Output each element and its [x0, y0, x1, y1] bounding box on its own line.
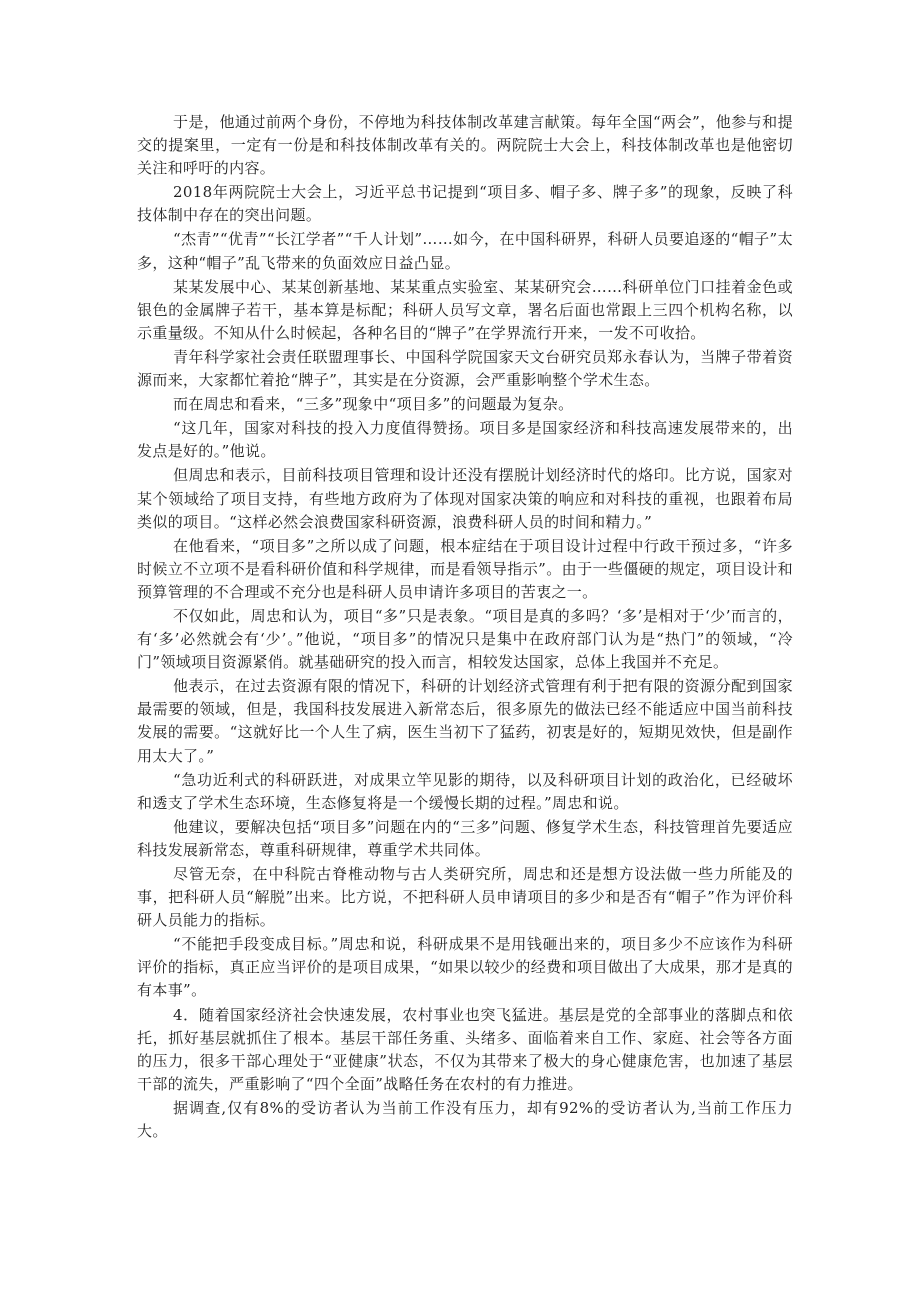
paragraph: “杰青”“优青”“长江学者”“千人计划”……如今，在中国科研界，科研人员要追逐的“帽子”太多，这种“帽子”乱飞带来的负面效应日益凸显。 [137, 230, 793, 272]
paragraph: 他表示，在过去资源有限的情况下，科研的计划经济式管理有利于把有限的资源分配到国家最需要的领域，但是，我国科技发展进入新常态后，很多原先的做法已经不能适应中国当前科技发展的需要。“这就好比一个人生了病，医生当初下了猛药，初衷是好的，短期见效快，但是副作用太大了。” [137, 677, 793, 765]
paragraph: “不能把手段变成目标。”周忠和说，科研成果不是用钱砸出来的，项目多少不应该作为科研评价的指标，真正应当评价的是项目成果，“如果以较少的经费和项目做出了大成果，那才是真的有本事”。 [137, 935, 793, 1000]
paragraph: 尽管无奈，在中科院古脊椎动物与古人类研究所，周忠和还是想方设法做一些力所能及的事，把科研人员“解脱”出来。比方说，不把科研人员申请项目的多少和是否有“帽子”作为评价科研人员能力的指标。 [137, 865, 793, 930]
paragraph: 他建议，要解决包括“项目多”问题在内的“三多”问题、修复学术生态，科技管理首先要适应科技发展新常态，尊重科研规律，尊重学术共同体。 [137, 817, 793, 859]
paragraph: “这几年，国家对科技的投入力度值得赞扬。项目多是国家经济和科技高速发展带来的，出发点是好的。”他说。 [137, 419, 793, 461]
paragraph: 4．随着国家经济社会快速发展，农村事业也突飞猛进。基层是党的全部事业的落脚点和依托，抓好基层就抓住了根本。基层干部任务重、头绪多、面临着来自工作、家庭、社会等各方面的压力，很多干部心理处于“亚健康”状态，不仅为其带来了极大的身心健康危害，也加速了基层干部的流失，严重影响了“四个全面”战略任务在农村的有力推进。 [137, 1005, 793, 1093]
paragraph: 不仅如此，周忠和认为，项目“多”只是表象。“项目是真的多吗？‘多’是相对于‘少’而言的，有‘多’必然就会有‘少’。”他说，“项目多”的情况只是集中在政府部门认为是“热门”的领域，“冷门”领域项目资源紧俏。就基础研究的投入而言，相较发达国家，总体上我国并不充足。 [137, 606, 793, 672]
paragraph: 在他看来，“项目多”之所以成了问题，根本症结在于项目设计过程中行政干预过多，“许多时候立不立项不是看科研价值和科学规律，而是看领导指示”。由于一些僵硬的规定，项目设计和预算管理的不合理或不充分也是科研人员申请许多项目的苦衷之一。 [137, 536, 793, 601]
paragraph: 于是，他通过前两个身份，不停地为科技体制改革建言献策。每年全国“两会”，他参与和提交的提案里，一定有一份是和科技体制改革有关的。两院院士大会上，科技体制改革也是他密切关注和呼吁的内容。 [137, 113, 793, 178]
paragraph: 某某发展中心、某某创新基地、某某重点实验室、某某研究会……科研单位门口挂着金色或银色的金属牌子若干，基本算是标配；科研人员写文章，署名后面也常跟上三四个机构名称，以示重量级。不知从什么时候起，各种名目的“牌子”在学界流行开来，一发不可收拾。 [137, 277, 793, 342]
paragraph: 据调查,仅有8%的受访者认为当前工作没有压力，却有92%的受访者认为,当前工作压力大。 [137, 1098, 793, 1141]
paragraph: 而在周忠和看来，“三多”现象中“项目多”的问题最为复杂。 [173, 395, 574, 414]
paragraph: 2018年两院院士大会上，习近平总书记提到“项目多、帽子多、牌子多”的现象，反映了科技体制中存在的突出问题。 [137, 183, 793, 225]
paragraph: 青年科学家社会责任联盟理事长、中国科学院国家天文台研究员郑永春认为，当牌子带着资源而来，大家都忙着抢“牌子”，其实是在分资源，会严重影响整个学术生态。 [137, 347, 793, 390]
paragraph: “急功近利式的科研跃进，对成果立竿见影的期待，以及科研项目计划的政治化，已经破坏和透支了学术生态环境，生态修复将是一个缓慢长期的过程。”周忠和说。 [137, 770, 793, 812]
paragraph: 但周忠和表示，目前科技项目管理和设计还没有摆脱计划经济时代的烙印。比方说，国家对某个领域给了项目支持，有些地方政府为了体现对国家决策的响应和对科技的重视，也跟着布局类似的项目。“这样必然会浪费国家科研资源，浪费科研人员的时间和精力。” [137, 466, 793, 531]
article-body [137, 111, 793, 1143]
